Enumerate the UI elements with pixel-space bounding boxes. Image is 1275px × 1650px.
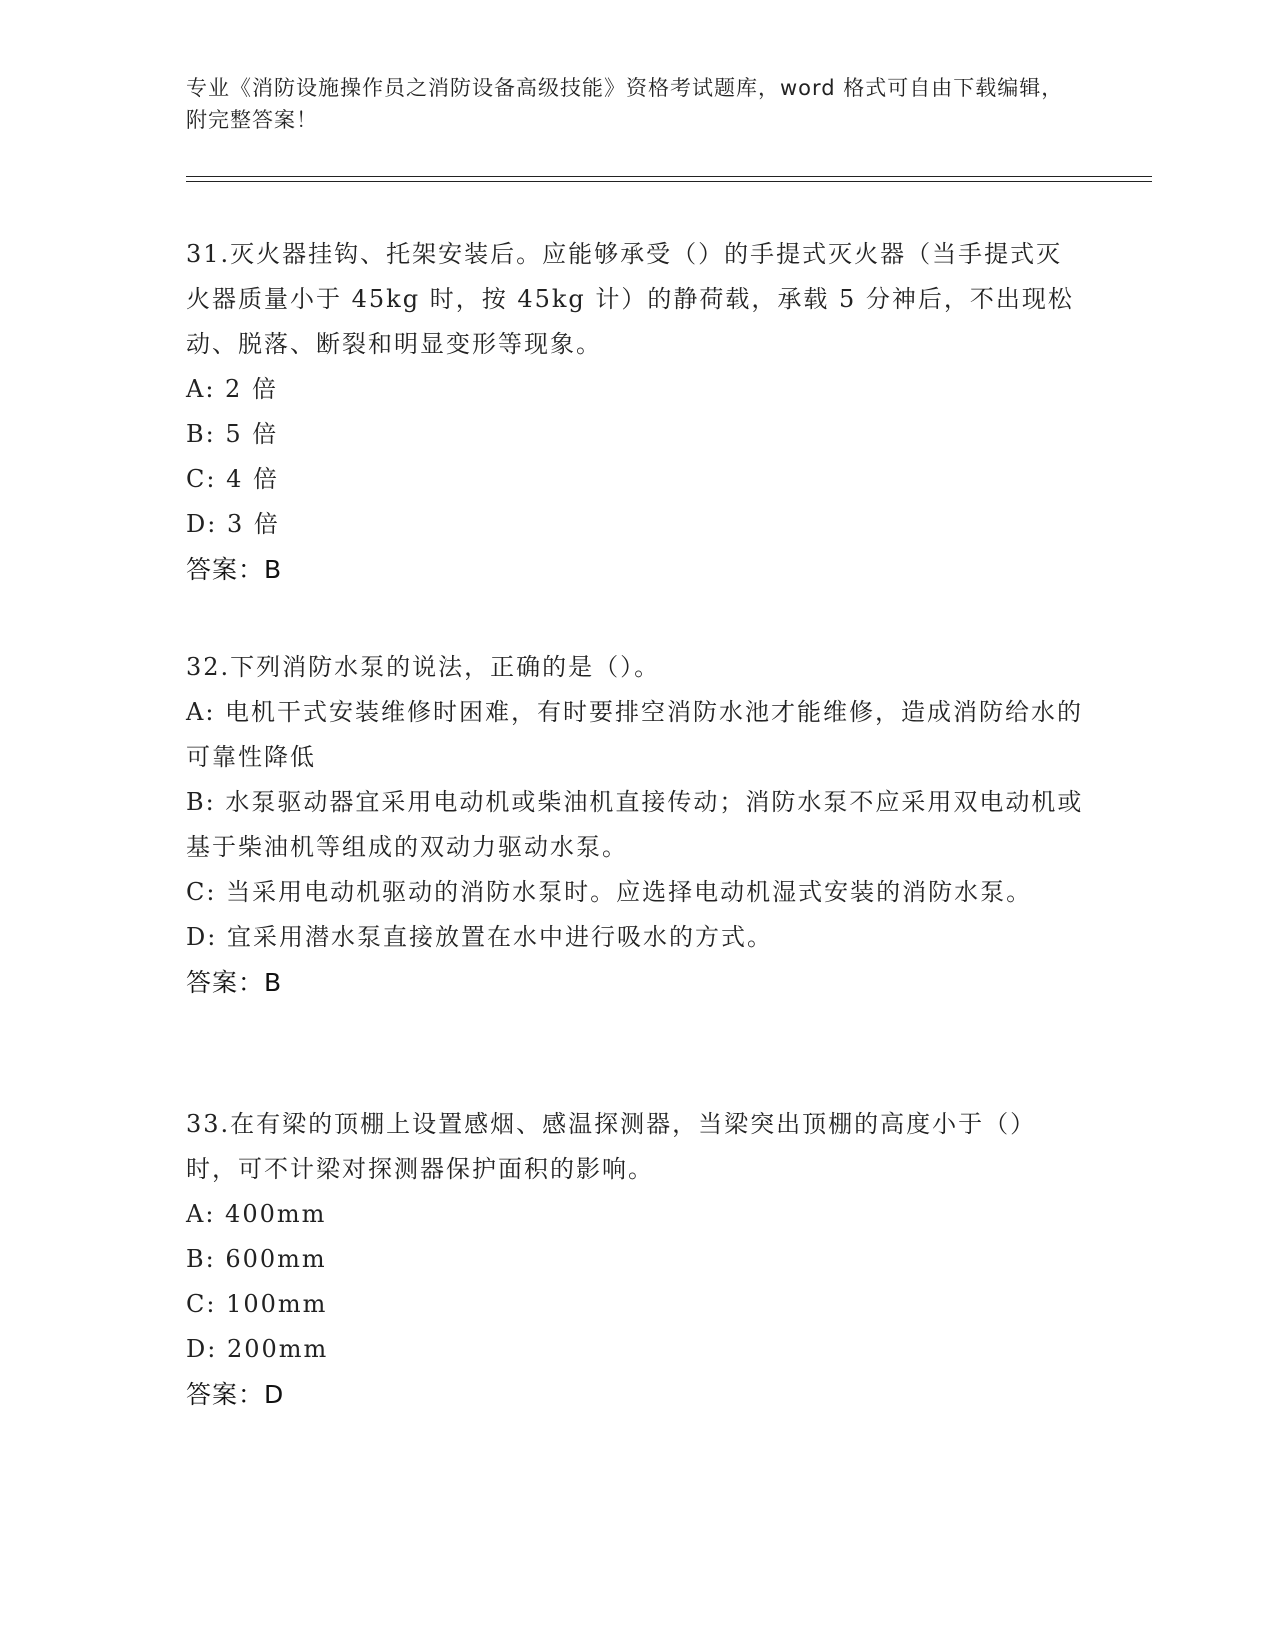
question-stem: 32.下列消防水泵的说法，正确的是（）。	[186, 653, 661, 681]
option-d: D: 200mm	[186, 1335, 329, 1363]
answer: 答案：B	[186, 555, 283, 584]
question-32	[186, 645, 1086, 1006]
header-divider-bottom	[186, 181, 1152, 182]
option-d: D: 宜采用潜水泵直接放置在水中进行吸水的方式。	[186, 923, 773, 951]
option-b: B: 5 倍	[186, 420, 279, 448]
option-b: B: 水泵驱动器宜采用电动机或柴油机直接传动；消防水泵不应采用双电动机或基于柴油机等组成的双动力驱动水泵。	[186, 788, 1084, 861]
option-c: C: 100mm	[186, 1290, 328, 1318]
option-c: C: 4 倍	[186, 465, 279, 493]
answer: 答案：D	[186, 1380, 285, 1409]
question-stem: 33.在有梁的顶棚上设置感烟、感温探测器，当梁突出顶棚的高度小于（）时，可不计梁对探测器保护面积的影响。	[186, 1110, 1037, 1183]
question-31	[186, 232, 1086, 593]
option-b: B: 600mm	[186, 1245, 327, 1273]
option-d: D: 3 倍	[186, 510, 280, 538]
answer: 答案：B	[186, 968, 283, 997]
option-a: A: 电机干式安装维修时困难，有时要排空消防水池才能维修，造成消防给水的可靠性降低	[186, 698, 1084, 771]
option-a: A: 400mm	[186, 1200, 327, 1228]
header-divider-top	[186, 176, 1152, 177]
question-stem: 31.灭火器挂钩、托架安装后。应能够承受（）的手提式灭火器（当手提式灭火器质量小于 45kg 时，按 45kg 计）的静荷载，承载 5 分神后，不出现松动、脱落、断裂和明显变形等现象。	[186, 240, 1074, 358]
option-c: C: 当采用电动机驱动的消防水泵时。应选择电动机湿式安装的消防水泵。	[186, 878, 1033, 906]
document-header: 专业《消防设施操作员之消防设备高级技能》资格考试题库，word 格式可自由下载编辑，附完整答案！	[186, 76, 1064, 132]
question-33	[186, 1102, 1086, 1418]
option-a: A: 2 倍	[186, 375, 278, 403]
